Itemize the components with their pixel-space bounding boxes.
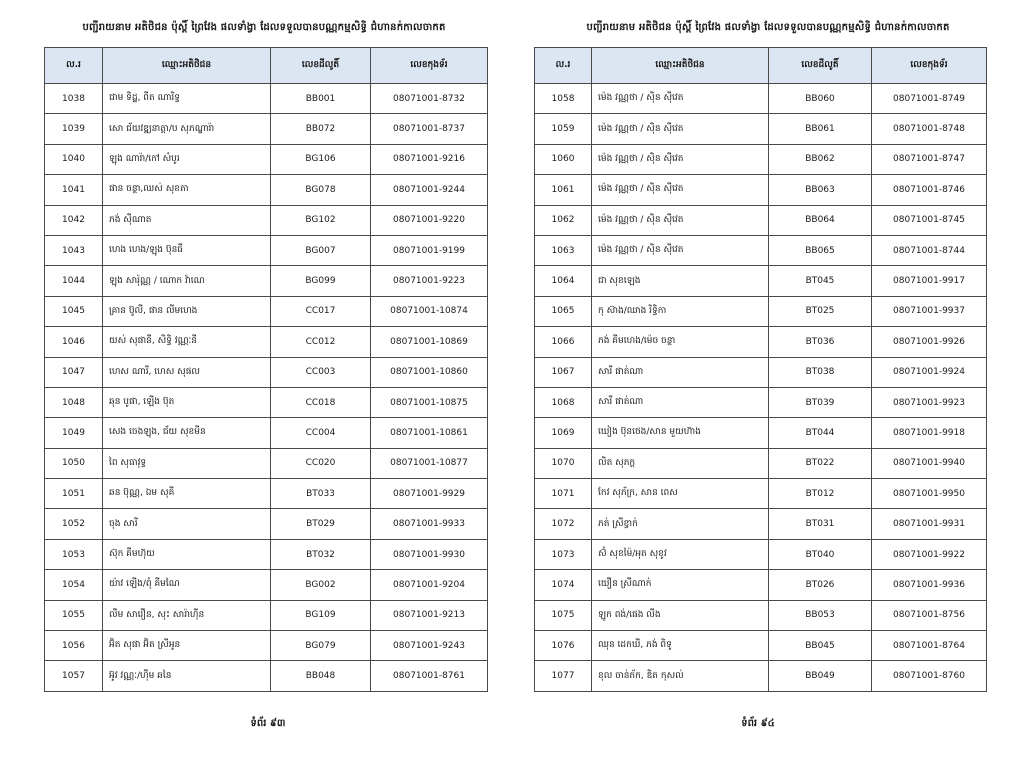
table-row	[45, 387, 488, 417]
cell-name: ភង់ ស៊ីណាត	[103, 205, 271, 235]
table-row	[45, 479, 488, 509]
cell-account: 08071001-9243	[371, 631, 488, 661]
table-row	[535, 296, 987, 326]
cell-code: BB048	[271, 661, 371, 691]
cell-no: 1074	[535, 570, 592, 600]
cell-no: 1054	[45, 570, 103, 600]
cell-account: 08071001-9940	[872, 448, 987, 478]
table-row	[45, 509, 488, 539]
cell-name: ឈុន ដេកឃី, ភង់ ពិទូ	[592, 631, 769, 661]
header-account: លេខកុងទ័រ	[872, 48, 987, 84]
table-row	[535, 479, 987, 509]
cell-name: លិត សុភក្ត	[592, 448, 769, 478]
cell-no: 1050	[45, 448, 103, 478]
cell-no: 1068	[535, 387, 592, 417]
header-account: លេខកុងទ័រ	[371, 48, 488, 84]
table-row	[535, 539, 987, 569]
cell-account: 08071001-8748	[872, 114, 987, 144]
cell-code: BT032	[271, 539, 371, 569]
cell-no: 1043	[45, 235, 103, 265]
cell-no: 1076	[535, 631, 592, 661]
table-body	[45, 84, 488, 692]
cell-account: 08071001-8737	[371, 114, 488, 144]
cell-account: 08071001-9930	[371, 539, 488, 569]
cell-name: ស៊ុក គីមហ៊ុយ	[103, 539, 271, 569]
cell-account: 08071001-9199	[371, 235, 488, 265]
cell-no: 1060	[535, 144, 592, 174]
table-row	[535, 327, 987, 357]
cell-no: 1059	[535, 114, 592, 144]
cell-name: កុ ស៊ាង/ឈាង រិទ្ធិកា	[592, 296, 769, 326]
cell-account: 08071001-9220	[371, 205, 488, 235]
table-row	[535, 661, 987, 691]
cell-no: 1066	[535, 327, 592, 357]
cell-no: 1067	[535, 357, 592, 387]
cell-code: BG109	[271, 600, 371, 630]
cell-account: 08071001-9922	[872, 539, 987, 569]
cell-no: 1052	[45, 509, 103, 539]
cell-name: សារី ផាត់ណា	[592, 387, 769, 417]
table-row	[45, 266, 488, 296]
page-number: ទំព័រ ៩៣	[250, 718, 286, 729]
cell-no: 1058	[535, 84, 592, 114]
cell-account: 08071001-9924	[872, 357, 987, 387]
cell-code: BG002	[271, 570, 371, 600]
header-name: ឈ្មោះអតិថិជន	[592, 48, 769, 84]
table-header-row	[535, 48, 987, 84]
cell-name: ចុង សារី	[103, 509, 271, 539]
table-row	[535, 418, 987, 448]
cell-name: គ្រាន ប៊ូលី, ផាន លីមហេង	[103, 296, 271, 326]
cell-no: 1077	[535, 661, 592, 691]
cell-code: BT044	[769, 418, 872, 448]
cell-code: BT012	[769, 479, 872, 509]
cell-name: ឡុង សារ៉ុណ្ណ / ណោក វ៉ាណេ	[103, 266, 271, 296]
cell-name: សេង ចេងឡុង, ជ័យ សុខមីន	[103, 418, 271, 448]
table-row	[535, 509, 987, 539]
cell-account: 08071001-8760	[872, 661, 987, 691]
table-row	[45, 235, 488, 265]
cell-code: BT039	[769, 387, 872, 417]
table-row	[535, 448, 987, 478]
cell-code: BT033	[271, 479, 371, 509]
table-header-row	[45, 48, 488, 84]
header-code: លេខដីលូតិ៍	[769, 48, 872, 84]
cell-account: 08071001-8764	[872, 631, 987, 661]
cell-name: ឃៀង ប៊ុនថេង/សាន មួយហ៊ាង	[592, 418, 769, 448]
table-row	[535, 235, 987, 265]
cell-account: 08071001-8745	[872, 205, 987, 235]
cell-name: ម៉េង វណ្ណថា / ស៊ិន ស៊ីវេត	[592, 205, 769, 235]
cell-no: 1075	[535, 600, 592, 630]
customer-table	[534, 47, 987, 692]
cell-no: 1038	[45, 84, 103, 114]
cell-no: 1049	[45, 418, 103, 448]
cell-code: CC004	[271, 418, 371, 448]
cell-no: 1063	[535, 235, 592, 265]
cell-code: BG078	[271, 175, 371, 205]
cell-name: ភត់ ស្រីខ្វាក់	[592, 509, 769, 539]
cell-no: 1048	[45, 387, 103, 417]
table-row	[45, 539, 488, 569]
cell-account: 08071001-10877	[371, 448, 488, 478]
cell-code: BT036	[769, 327, 872, 357]
header-no: ល.រ	[535, 48, 592, 84]
right-page	[512, 0, 1024, 759]
cell-account: 08071001-9931	[872, 509, 987, 539]
cell-code: CC012	[271, 327, 371, 357]
table-row	[535, 600, 987, 630]
cell-account: 08071001-10861	[371, 418, 488, 448]
cell-account: 08071001-10869	[371, 327, 488, 357]
header-name: ឈ្មោះអតិថិជន	[103, 48, 271, 84]
table-row	[535, 266, 987, 296]
table-row	[535, 387, 987, 417]
cell-code: BG007	[271, 235, 371, 265]
table-row	[45, 84, 488, 114]
table-row	[45, 631, 488, 661]
cell-code: CC017	[271, 296, 371, 326]
cell-name: ខុល ចាន់ភ័ក, ឌិត កុសល់	[592, 661, 769, 691]
cell-no: 1062	[535, 205, 592, 235]
cell-name: ជាម ទិដ្ឋ, ពីត ណារិទ្ធ	[103, 84, 271, 114]
cell-account: 08071001-9936	[872, 570, 987, 600]
cell-name: យ៉ាវ ឡើង/ពុំ គីមណៃ	[103, 570, 271, 600]
cell-no: 1044	[45, 266, 103, 296]
cell-code: CC020	[271, 448, 371, 478]
cell-no: 1071	[535, 479, 592, 509]
cell-name: ភង់ គីមហេង/ម៉េច ចន្ថា	[592, 327, 769, 357]
cell-no: 1069	[535, 418, 592, 448]
cell-account: 08071001-8746	[872, 175, 987, 205]
cell-code: BB062	[769, 144, 872, 174]
cell-no: 1051	[45, 479, 103, 509]
cell-name: អ៊ិត សុផា អ៊ិត ស្រីអូន	[103, 631, 271, 661]
cell-no: 1040	[45, 144, 103, 174]
cell-code: BG079	[271, 631, 371, 661]
cell-name: ពៃ សុធាវុទ្ធ	[103, 448, 271, 478]
cell-code: BT038	[769, 357, 872, 387]
cell-name: ស៊ំ សុខម៉ៃ/អុត សុខូវ	[592, 539, 769, 569]
cell-account: 08071001-9923	[872, 387, 987, 417]
cell-no: 1073	[535, 539, 592, 569]
table-row	[45, 327, 488, 357]
page-title: បញ្ជីរាយនាម អតិថិជន ប៉ុស្តិ៍ ព្រៃវែង ផលទាំង្វា ដែលទទួលបានបណ្ណកម្មសិទ្ធិ ជំហានក់កាលចាកត	[586, 22, 950, 33]
cell-code: BG106	[271, 144, 371, 174]
table-row	[45, 570, 488, 600]
cell-account: 08071001-9244	[371, 175, 488, 205]
cell-no: 1047	[45, 357, 103, 387]
cell-account: 08071001-10875	[371, 387, 488, 417]
cell-name: ម៉េង វណ្ណថា / ស៊ិន ស៊ីវេត	[592, 114, 769, 144]
cell-no: 1053	[45, 539, 103, 569]
table-row	[535, 114, 987, 144]
table-row	[45, 600, 488, 630]
cell-account: 08071001-9216	[371, 144, 488, 174]
cell-no: 1039	[45, 114, 103, 144]
table-row	[535, 357, 987, 387]
cell-account: 08071001-8756	[872, 600, 987, 630]
cell-name: ម៉េង វណ្ណថា / ស៊ិន ស៊ីវេត	[592, 235, 769, 265]
header-code: លេខដីលូតិ៍	[271, 48, 371, 84]
cell-no: 1064	[535, 266, 592, 296]
cell-account: 08071001-8749	[872, 84, 987, 114]
cell-name: ផាន ចន្ថា,ឈស់ សុខតា	[103, 175, 271, 205]
cell-name: ឆុន បូផា, ឡើង ប៊ុត	[103, 387, 271, 417]
table-row	[535, 84, 987, 114]
page-title: បញ្ជីរាយនាម អតិថិជន ប៉ុស្តិ៍ ព្រៃវែង ផលទាំង្វា ដែលទទួលបានបណ្ណកម្មសិទ្ធិ ជំហានក់កាលចាកត	[82, 22, 446, 33]
cell-account: 08071001-9929	[371, 479, 488, 509]
table-row	[45, 144, 488, 174]
cell-code: BT040	[769, 539, 872, 569]
cell-code: CC003	[271, 357, 371, 387]
cell-name: លឹម សារឿន, សុះ សារ៉ាហ៊ីន	[103, 600, 271, 630]
table-row	[45, 661, 488, 691]
cell-no: 1042	[45, 205, 103, 235]
cell-name: ឡុង ណារ៉ា/កៅ សំបូរ	[103, 144, 271, 174]
cell-code: CC018	[271, 387, 371, 417]
cell-name: សារី ផាត់ណា	[592, 357, 769, 387]
cell-name: ឡូក ពង់/ផេង លីង	[592, 600, 769, 630]
cell-code: BT031	[769, 509, 872, 539]
cell-account: 08071001-9918	[872, 418, 987, 448]
cell-no: 1045	[45, 296, 103, 326]
cell-code: BG099	[271, 266, 371, 296]
table-row	[45, 418, 488, 448]
cell-account: 08071001-9950	[872, 479, 987, 509]
cell-account: 08071001-9926	[872, 327, 987, 357]
cell-code: BB061	[769, 114, 872, 144]
cell-name: ម៉េង វណ្ណថា / ស៊ិន ស៊ីវេត	[592, 175, 769, 205]
table-row	[45, 175, 488, 205]
table-row	[45, 114, 488, 144]
cell-code: BB045	[769, 631, 872, 661]
cell-no: 1065	[535, 296, 592, 326]
cell-code: BB072	[271, 114, 371, 144]
cell-code: BT029	[271, 509, 371, 539]
cell-account: 08071001-9223	[371, 266, 488, 296]
cell-account: 08071001-9917	[872, 266, 987, 296]
cell-name: សោ ជ័យវឌ្ឍនាត្តា/ប សុភណ្ឌារ៉ា	[103, 114, 271, 144]
cell-code: BG102	[271, 205, 371, 235]
table-row	[535, 175, 987, 205]
cell-account: 08071001-9204	[371, 570, 488, 600]
cell-account: 08071001-8732	[371, 84, 488, 114]
cell-account: 08071001-8747	[872, 144, 987, 174]
cell-code: BT026	[769, 570, 872, 600]
cell-code: BB065	[769, 235, 872, 265]
table-row	[535, 205, 987, 235]
table-body	[535, 84, 987, 692]
cell-name: ម៉េង វណ្ណថា / ស៊ិន ស៊ីវេត	[592, 84, 769, 114]
cell-account: 08071001-9937	[872, 296, 987, 326]
cell-account: 08071001-8744	[872, 235, 987, 265]
cell-account: 08071001-9213	[371, 600, 488, 630]
cell-name: យស់ សុផានី, សិទ្ធិ វណ្ណៈនី	[103, 327, 271, 357]
page-number: ទំព័រ ៩៤	[741, 718, 775, 729]
cell-no: 1041	[45, 175, 103, 205]
header-no: ល.រ	[45, 48, 103, 84]
cell-code: BB053	[769, 600, 872, 630]
cell-no: 1057	[45, 661, 103, 691]
table-row	[535, 144, 987, 174]
cell-name: កែវ សុភ័ក្រ, សាន ពេស	[592, 479, 769, 509]
cell-code: BB049	[769, 661, 872, 691]
cell-name: យឿន ស្រីណាក់	[592, 570, 769, 600]
cell-code: BB060	[769, 84, 872, 114]
table-row	[535, 570, 987, 600]
cell-account: 08071001-10860	[371, 357, 488, 387]
table-row	[45, 205, 488, 235]
cell-account: 08071001-8761	[371, 661, 488, 691]
cell-code: BT025	[769, 296, 872, 326]
cell-name: អ៊ូវ វណ្ណៈ/ហ៊ឹម ឆនៃ	[103, 661, 271, 691]
table-row	[45, 296, 488, 326]
cell-code: BB064	[769, 205, 872, 235]
cell-name: ជា សុខឡេង	[592, 266, 769, 296]
cell-name: ហេង ហេង/ឡុង ប៊ុនធី	[103, 235, 271, 265]
cell-name: ម៉េង វណ្ណថា / ស៊ិន ស៊ីវេត	[592, 144, 769, 174]
cell-name: ហេស ណារី, ហេស សុផល	[103, 357, 271, 387]
table-row	[45, 357, 488, 387]
cell-code: BB001	[271, 84, 371, 114]
cell-code: BT045	[769, 266, 872, 296]
cell-account: 08071001-10874	[371, 296, 488, 326]
cell-no: 1056	[45, 631, 103, 661]
table-row	[45, 448, 488, 478]
cell-no: 1072	[535, 509, 592, 539]
cell-code: BT022	[769, 448, 872, 478]
cell-no: 1061	[535, 175, 592, 205]
cell-name: ឆន ប៊ុណ្ណ, ឯម សុគី	[103, 479, 271, 509]
cell-no: 1055	[45, 600, 103, 630]
table-row	[535, 631, 987, 661]
cell-no: 1070	[535, 448, 592, 478]
cell-account: 08071001-9933	[371, 509, 488, 539]
cell-code: BB063	[769, 175, 872, 205]
cell-no: 1046	[45, 327, 103, 357]
customer-table	[44, 47, 488, 692]
